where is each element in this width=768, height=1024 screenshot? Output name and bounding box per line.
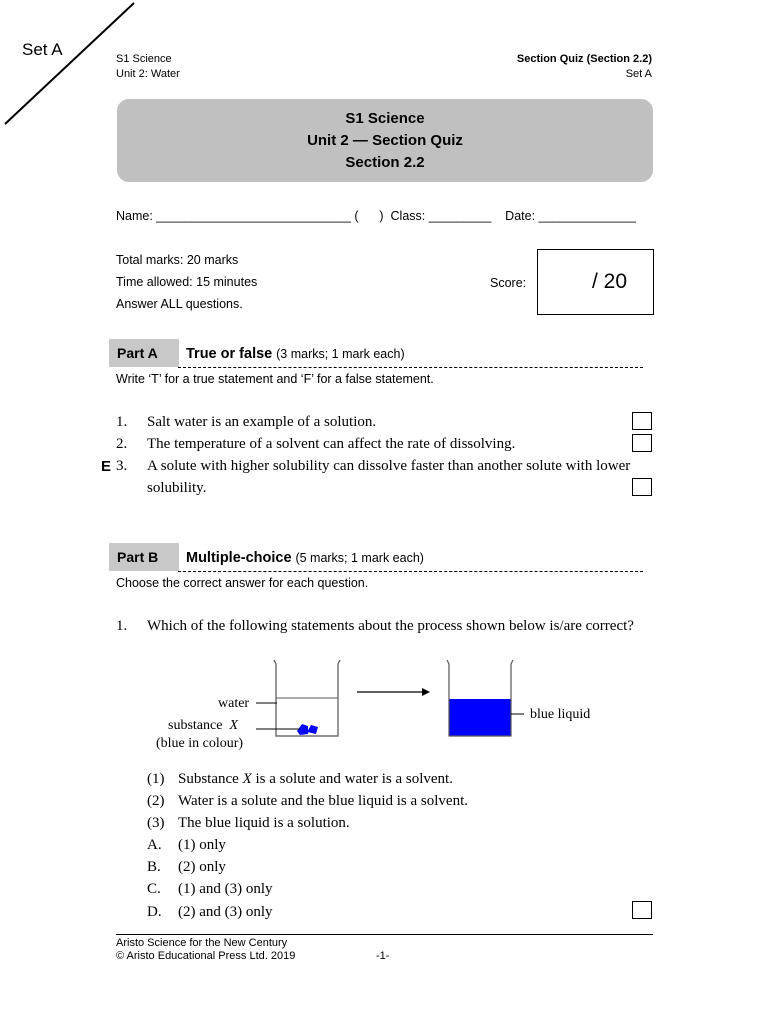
part-a-q1-text: Salt water is an example of a solution. xyxy=(147,414,377,430)
part-b-heading xyxy=(186,549,424,566)
part-a-q3-text: A solute with higher solubility can dissolve faster than another solute with lower xyxy=(147,458,631,474)
part-a-q2-answer-box[interactable] xyxy=(632,434,652,452)
process-arrowhead xyxy=(422,688,430,696)
part-a-q2-number: 2. xyxy=(116,436,128,452)
statement-2-number: (2) xyxy=(147,793,165,809)
title-line-3: Section 2.2 xyxy=(345,153,425,171)
statement-1-number: (1) xyxy=(147,771,165,787)
substance-variable: X xyxy=(229,718,238,733)
part-a-q2-text: The temperature of a solvent can affect the rate of dissolving. xyxy=(147,436,516,452)
time-allowed: Time allowed: 15 minutes xyxy=(116,275,258,289)
header-set: Set A xyxy=(625,68,652,80)
part-b-q1-number: 1. xyxy=(116,618,128,634)
score-label: Score: xyxy=(490,276,527,290)
statement-2-text: Water is a solute and the blue liquid is a solvent. xyxy=(178,793,468,809)
blue-liquid-label: blue liquid xyxy=(530,707,591,722)
water-label: water xyxy=(218,696,250,711)
student-info-line[interactable]: Name: ____________________________ ( ) Class: _________ Date: ______________ xyxy=(116,209,636,223)
part-b-q1-text: Which of the following statements about the process shown below is/are correct? xyxy=(147,618,634,634)
part-a-heading xyxy=(186,345,405,362)
option-c-text[interactable]: (1) and (3) only xyxy=(178,881,273,897)
header-course: S1 Science xyxy=(116,53,172,65)
option-b-text[interactable]: (2) only xyxy=(178,859,226,875)
statement-1-pre: Substance xyxy=(178,771,243,787)
footer-rule xyxy=(116,934,653,935)
corner-set-label: Set A xyxy=(22,40,63,59)
substance-crystal xyxy=(307,725,318,734)
option-a-letter: A. xyxy=(147,837,162,853)
blue-liquid-fill xyxy=(449,699,511,736)
option-d-letter: D. xyxy=(147,904,162,920)
title-box xyxy=(117,99,653,182)
option-a-text[interactable]: (1) only xyxy=(178,837,226,853)
part-a-q1-number: 1. xyxy=(116,414,128,430)
substance-label xyxy=(168,718,238,734)
part-b-q1-answer-box[interactable] xyxy=(632,901,652,919)
statement-1-variable: X xyxy=(242,771,252,787)
part-a-q1-answer-box[interactable] xyxy=(632,412,652,430)
dissolving-diagram xyxy=(150,652,620,762)
part-a-marks: (3 marks; 1 mark each) xyxy=(276,347,405,361)
part-a-q3-text-continued: solubility. xyxy=(147,480,207,496)
score-total: / 20 xyxy=(592,270,628,293)
part-b-marks: (5 marks; 1 mark each) xyxy=(295,551,424,565)
question-flag: E xyxy=(101,458,112,475)
statement-3-number: (3) xyxy=(147,815,165,831)
part-a-title: True or false xyxy=(186,346,273,362)
page-number: -1- xyxy=(376,950,390,962)
score-box[interactable] xyxy=(537,249,654,315)
statement-1-text xyxy=(178,771,453,788)
part-a-divider xyxy=(178,367,643,368)
substance-colour-note: (blue in colour) xyxy=(156,736,244,751)
option-c-letter: C. xyxy=(147,881,161,897)
part-a-tag: Part A xyxy=(109,339,179,367)
title-line-1: S1 Science xyxy=(345,109,425,127)
statement-1-post: is a solute and water is a solvent. xyxy=(251,771,453,787)
title-line-2: Unit 2 — Section Quiz xyxy=(307,131,463,149)
part-a-instruction: Write ‘T’ for a true statement and ‘F’ for a false statement. xyxy=(116,372,434,386)
part-b-title: Multiple-choice xyxy=(186,550,292,566)
footer-publication: Aristo Science for the New Century xyxy=(116,937,288,949)
part-b-tag: Part B xyxy=(109,543,179,571)
option-b-letter: B. xyxy=(147,859,161,875)
option-d-text[interactable]: (2) and (3) only xyxy=(178,904,273,920)
part-a-q3-number: 3. xyxy=(116,458,128,474)
header-quiz-title: Section Quiz (Section 2.2) xyxy=(516,53,652,65)
total-marks: Total marks: 20 marks xyxy=(116,253,239,267)
footer-copyright: © Aristo Educational Press Ltd. 2019 xyxy=(116,950,296,962)
part-b-divider xyxy=(178,571,643,572)
substance-word: substance xyxy=(168,718,223,733)
statement-3-text: The blue liquid is a solution. xyxy=(178,815,350,831)
part-b-instruction: Choose the correct answer for each question. xyxy=(116,576,369,590)
header-unit: Unit 2: Water xyxy=(116,68,180,80)
part-a-q3-answer-box[interactable] xyxy=(632,478,652,496)
answer-instruction: Answer ALL questions. xyxy=(116,297,243,311)
